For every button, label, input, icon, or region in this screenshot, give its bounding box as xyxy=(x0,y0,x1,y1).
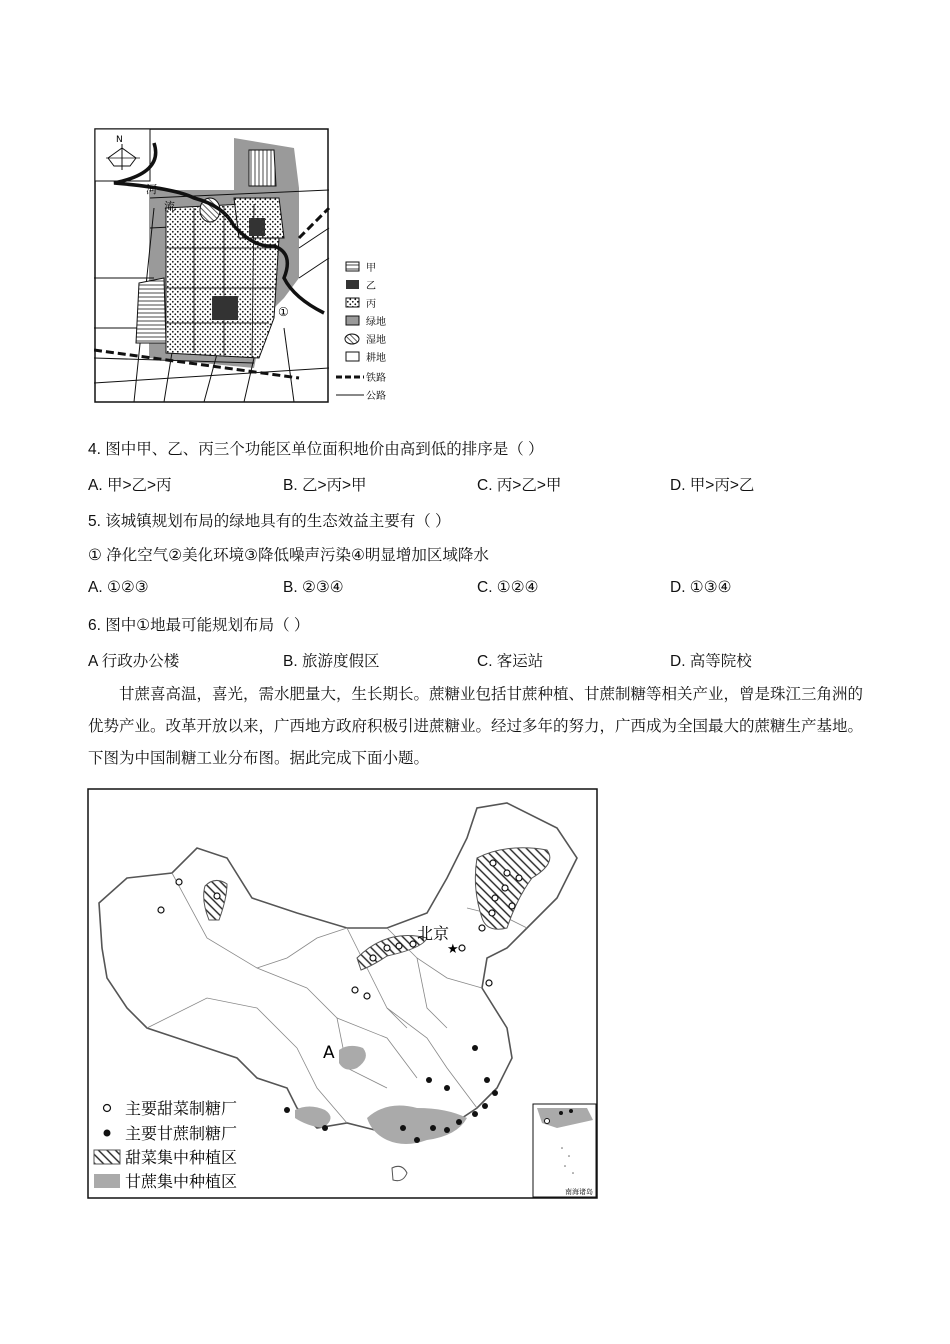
q6-stem: 6. 图中①地最可能规划布局（ ） xyxy=(88,617,310,634)
legend-road: 公路 xyxy=(366,391,386,402)
q6-option-a: A 行政办公楼 xyxy=(88,653,180,670)
legend-beet-area: 甜菜集中种植区 xyxy=(125,1148,238,1167)
region-a-label: A xyxy=(323,1043,335,1063)
q5-option-b: B. ②③④ xyxy=(283,579,344,596)
q5-option-a: A. ①②③ xyxy=(88,579,149,596)
compass-label: N xyxy=(116,135,123,145)
river-label-2: 流 xyxy=(164,200,175,213)
q4-option-a: A. 甲>乙>丙 xyxy=(88,477,172,494)
passage-text: 甘蔗喜高温，喜光，需水肥量大，生长期长。蔗糖业包括甘蔗种植、甘蔗制糖等相关产业，曾是珠江三角洲的优势产业。改革开放以来，广西地方政府积极引进蔗糖业。经过多年的努力，广西成为全国最大的蔗糖生产基地。下图为中国制糖工业分布图。据此完成下面小题。 xyxy=(88,685,864,767)
beijing-star-icon: ★ xyxy=(447,942,459,957)
q4-stem: 4. 图中甲、乙、丙三个功能区单位面积地价由高到低的排序是（ ） xyxy=(88,441,544,458)
inset-label: 南海诸岛 xyxy=(565,1188,593,1196)
legend-wetland: 湿地 xyxy=(366,335,386,346)
q5-stem: 5. 该城镇规划布局的绿地具有的生态效益主要有（ ） xyxy=(88,513,451,530)
site-marker: ① xyxy=(278,305,289,319)
legend-beet-factory: 主要甜菜制糖厂 xyxy=(125,1099,238,1118)
q6-option-b: B. 旅游度假区 xyxy=(283,653,380,670)
q6-option-c: C. 客运站 xyxy=(477,653,544,670)
legend-cane-factory: 主要甘蔗制糖厂 xyxy=(125,1124,238,1143)
town-plan-map xyxy=(94,128,394,408)
legend-cane-area: 甘蔗集中种植区 xyxy=(125,1172,238,1191)
q5-option-d: D. ①③④ xyxy=(670,579,732,596)
q6-option-d: D. 高等院校 xyxy=(670,653,752,670)
q4-option-b: B. 乙>丙>甲 xyxy=(283,477,367,494)
legend-jia: 甲 xyxy=(366,263,376,274)
q5-option-c: C. ①②④ xyxy=(477,579,539,596)
legend-bing: 丙 xyxy=(366,299,376,310)
river-label-1: 河 xyxy=(146,183,157,196)
china-sugar-map xyxy=(87,788,599,1200)
legend-green: 绿地 xyxy=(366,317,386,328)
passage xyxy=(88,678,868,774)
q4-option-d: D. 甲>丙>乙 xyxy=(670,477,755,494)
beijing-label: 北京 xyxy=(417,924,450,943)
legend-farmland: 耕地 xyxy=(366,353,386,364)
legend-yi: 乙 xyxy=(366,281,376,292)
q5-statements: ① 净化空气②美化环境③降低噪声污染④明显增加区域降水 xyxy=(88,547,489,564)
q4-option-c: C. 丙>乙>甲 xyxy=(477,477,562,494)
legend-railway: 铁路 xyxy=(366,373,386,384)
